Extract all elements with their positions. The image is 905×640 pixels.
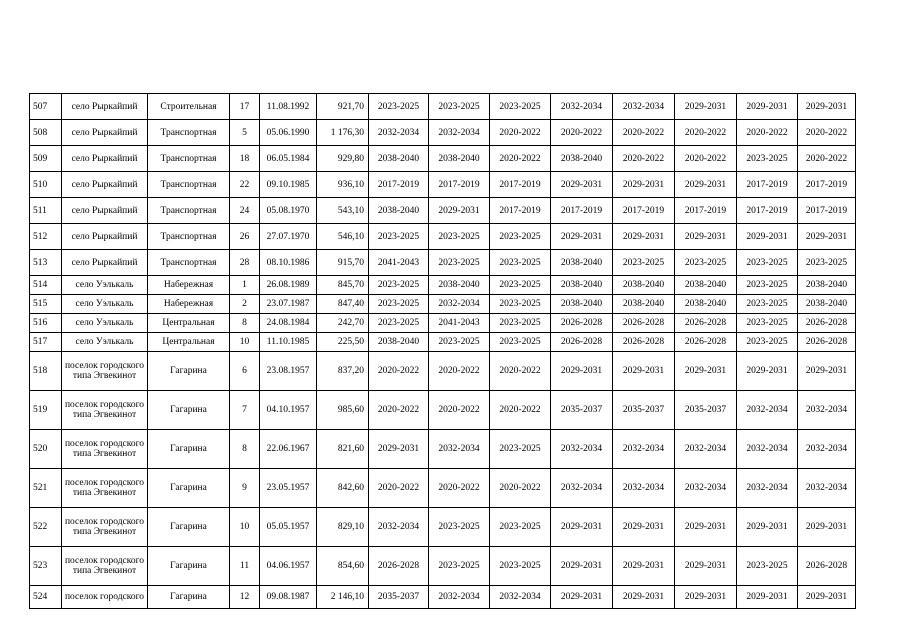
settlement-cell: поселок городского типа Эгвекинот bbox=[62, 430, 148, 469]
table-row bbox=[30, 508, 856, 547]
period-cell: 2032-2034 bbox=[429, 430, 490, 469]
commission-date-cell: 08.10.1986 bbox=[260, 250, 317, 276]
period-cell: 2029-2031 bbox=[675, 94, 737, 120]
area-cell: 921,70 bbox=[317, 94, 369, 120]
area-cell: 1 176,30 bbox=[317, 120, 369, 146]
table-row bbox=[30, 295, 856, 314]
period-cell: 2038-2040 bbox=[675, 295, 737, 314]
period-cell: 2023-2025 bbox=[737, 295, 798, 314]
table-row bbox=[30, 198, 856, 224]
table-row bbox=[30, 172, 856, 198]
area-cell: 985,60 bbox=[317, 391, 369, 430]
table-row bbox=[30, 94, 856, 120]
period-cell: 2026-2028 bbox=[675, 333, 737, 352]
period-cell: 2029-2031 bbox=[613, 586, 675, 609]
row-number: 509 bbox=[30, 146, 62, 172]
period-cell: 2032-2034 bbox=[369, 508, 429, 547]
period-cell: 2029-2031 bbox=[798, 586, 856, 609]
commission-date-cell: 04.06.1957 bbox=[260, 547, 317, 586]
period-cell: 2023-2025 bbox=[369, 276, 429, 295]
period-cell: 2029-2031 bbox=[551, 508, 613, 547]
row-number: 507 bbox=[30, 94, 62, 120]
period-cell: 2023-2025 bbox=[490, 276, 551, 295]
period-cell: 2020-2022 bbox=[490, 391, 551, 430]
period-cell: 2026-2028 bbox=[551, 333, 613, 352]
period-cell: 2032-2034 bbox=[737, 469, 798, 508]
period-cell: 2029-2031 bbox=[737, 508, 798, 547]
street-cell: Гагарина bbox=[148, 352, 230, 391]
period-cell: 2023-2025 bbox=[369, 94, 429, 120]
area-cell: 546,10 bbox=[317, 224, 369, 250]
commission-date-cell: 23.08.1957 bbox=[260, 352, 317, 391]
period-cell: 2029-2031 bbox=[798, 224, 856, 250]
settlement-cell: село Уэлькаль bbox=[62, 295, 148, 314]
street-cell: Строительная bbox=[148, 94, 230, 120]
settlement-cell: село Рыркайпий bbox=[62, 198, 148, 224]
period-cell: 2026-2028 bbox=[798, 333, 856, 352]
area-cell: 829,10 bbox=[317, 508, 369, 547]
period-cell: 2038-2040 bbox=[429, 146, 490, 172]
street-cell: Центральная bbox=[148, 314, 230, 333]
house-number-cell: 17 bbox=[230, 94, 260, 120]
period-cell: 2035-2037 bbox=[551, 391, 613, 430]
commission-date-cell: 04.10.1957 bbox=[260, 391, 317, 430]
period-cell: 2029-2031 bbox=[551, 172, 613, 198]
table-row bbox=[30, 586, 856, 609]
row-number: 513 bbox=[30, 250, 62, 276]
row-number: 510 bbox=[30, 172, 62, 198]
period-cell: 2029-2031 bbox=[551, 547, 613, 586]
period-cell: 2029-2031 bbox=[551, 586, 613, 609]
table-row bbox=[30, 430, 856, 469]
period-cell: 2038-2040 bbox=[551, 276, 613, 295]
period-cell: 2032-2034 bbox=[798, 430, 856, 469]
period-cell: 2032-2034 bbox=[798, 391, 856, 430]
table-row bbox=[30, 250, 856, 276]
commission-date-cell: 05.05.1957 bbox=[260, 508, 317, 547]
period-cell: 2020-2022 bbox=[737, 120, 798, 146]
settlement-cell: село Рыркайпий bbox=[62, 94, 148, 120]
area-cell: 837,20 bbox=[317, 352, 369, 391]
period-cell: 2023-2025 bbox=[737, 314, 798, 333]
period-cell: 2017-2019 bbox=[798, 198, 856, 224]
commission-date-cell: 26.08.1989 bbox=[260, 276, 317, 295]
period-cell: 2023-2025 bbox=[490, 333, 551, 352]
period-cell: 2029-2031 bbox=[551, 224, 613, 250]
street-cell: Транспортная bbox=[148, 250, 230, 276]
period-cell: 2038-2040 bbox=[551, 146, 613, 172]
house-number-cell: 6 bbox=[230, 352, 260, 391]
period-cell: 2026-2028 bbox=[369, 547, 429, 586]
row-number: 522 bbox=[30, 508, 62, 547]
period-cell: 2026-2028 bbox=[613, 333, 675, 352]
table-body bbox=[30, 94, 856, 609]
period-cell: 2020-2022 bbox=[613, 146, 675, 172]
period-cell: 2017-2019 bbox=[798, 172, 856, 198]
period-cell: 2029-2031 bbox=[798, 508, 856, 547]
row-number: 516 bbox=[30, 314, 62, 333]
period-cell: 2029-2031 bbox=[613, 352, 675, 391]
period-cell: 2029-2031 bbox=[369, 430, 429, 469]
period-cell: 2017-2019 bbox=[737, 198, 798, 224]
area-cell: 225,50 bbox=[317, 333, 369, 352]
period-cell: 2029-2031 bbox=[737, 224, 798, 250]
row-number: 515 bbox=[30, 295, 62, 314]
period-cell: 2029-2031 bbox=[737, 94, 798, 120]
period-cell: 2020-2022 bbox=[429, 391, 490, 430]
commission-date-cell: 27.07.1970 bbox=[260, 224, 317, 250]
period-cell: 2017-2019 bbox=[490, 198, 551, 224]
area-cell: 821,60 bbox=[317, 430, 369, 469]
housing-table bbox=[29, 93, 856, 609]
commission-date-cell: 06.05.1984 bbox=[260, 146, 317, 172]
commission-date-cell: 23.07.1987 bbox=[260, 295, 317, 314]
period-cell: 2020-2022 bbox=[675, 146, 737, 172]
settlement-cell: поселок городского типа Эгвекинот bbox=[62, 508, 148, 547]
period-cell: 2026-2028 bbox=[798, 314, 856, 333]
period-cell: 2032-2034 bbox=[429, 586, 490, 609]
period-cell: 2023-2025 bbox=[490, 508, 551, 547]
period-cell: 2038-2040 bbox=[613, 295, 675, 314]
period-cell: 2029-2031 bbox=[675, 224, 737, 250]
period-cell: 2023-2025 bbox=[490, 430, 551, 469]
settlement-cell: село Уэлькаль bbox=[62, 333, 148, 352]
settlement-cell: поселок городского типа Эгвекинот bbox=[62, 391, 148, 430]
street-cell: Набережная bbox=[148, 276, 230, 295]
street-cell: Транспортная bbox=[148, 146, 230, 172]
area-cell: 845,70 bbox=[317, 276, 369, 295]
period-cell: 2023-2025 bbox=[429, 508, 490, 547]
period-cell: 2017-2019 bbox=[613, 198, 675, 224]
settlement-cell: село Рыркайпий bbox=[62, 250, 148, 276]
period-cell: 2023-2025 bbox=[429, 333, 490, 352]
period-cell: 2023-2025 bbox=[737, 276, 798, 295]
period-cell: 2020-2022 bbox=[798, 146, 856, 172]
period-cell: 2020-2022 bbox=[369, 391, 429, 430]
period-cell: 2023-2025 bbox=[490, 314, 551, 333]
period-cell: 2029-2031 bbox=[675, 547, 737, 586]
period-cell: 2029-2031 bbox=[737, 352, 798, 391]
street-cell: Набережная bbox=[148, 295, 230, 314]
period-cell: 2029-2031 bbox=[551, 352, 613, 391]
period-cell: 2023-2025 bbox=[737, 146, 798, 172]
period-cell: 2032-2034 bbox=[490, 586, 551, 609]
house-number-cell: 24 bbox=[230, 198, 260, 224]
period-cell: 2029-2031 bbox=[737, 586, 798, 609]
table-row bbox=[30, 146, 856, 172]
period-cell: 2038-2040 bbox=[798, 295, 856, 314]
table-row bbox=[30, 333, 856, 352]
table-row bbox=[30, 469, 856, 508]
table-row bbox=[30, 120, 856, 146]
period-cell: 2017-2019 bbox=[429, 172, 490, 198]
period-cell: 2038-2040 bbox=[613, 276, 675, 295]
period-cell: 2038-2040 bbox=[675, 276, 737, 295]
commission-date-cell: 09.10.1985 bbox=[260, 172, 317, 198]
settlement-cell: село Рыркайпий bbox=[62, 224, 148, 250]
street-cell: Транспортная bbox=[148, 198, 230, 224]
house-number-cell: 18 bbox=[230, 146, 260, 172]
period-cell: 2020-2022 bbox=[429, 352, 490, 391]
house-number-cell: 26 bbox=[230, 224, 260, 250]
settlement-cell: село Рыркайпий bbox=[62, 172, 148, 198]
commission-date-cell: 24.08.1984 bbox=[260, 314, 317, 333]
row-number: 521 bbox=[30, 469, 62, 508]
period-cell: 2029-2031 bbox=[613, 547, 675, 586]
period-cell: 2032-2034 bbox=[613, 469, 675, 508]
row-number: 524 bbox=[30, 586, 62, 609]
period-cell: 2020-2022 bbox=[490, 146, 551, 172]
period-cell: 2017-2019 bbox=[737, 172, 798, 198]
period-cell: 2023-2025 bbox=[429, 94, 490, 120]
house-number-cell: 8 bbox=[230, 314, 260, 333]
area-cell: 936,10 bbox=[317, 172, 369, 198]
period-cell: 2023-2025 bbox=[675, 250, 737, 276]
area-cell: 842,60 bbox=[317, 469, 369, 508]
row-number: 514 bbox=[30, 276, 62, 295]
area-cell: 854,60 bbox=[317, 547, 369, 586]
street-cell: Гагарина bbox=[148, 586, 230, 609]
period-cell: 2032-2034 bbox=[675, 430, 737, 469]
period-cell: 2038-2040 bbox=[551, 250, 613, 276]
period-cell: 2032-2034 bbox=[613, 94, 675, 120]
area-cell: 2 146,10 bbox=[317, 586, 369, 609]
period-cell: 2017-2019 bbox=[369, 172, 429, 198]
period-cell: 2038-2040 bbox=[551, 295, 613, 314]
row-number: 517 bbox=[30, 333, 62, 352]
period-cell: 2020-2022 bbox=[551, 120, 613, 146]
period-cell: 2032-2034 bbox=[737, 391, 798, 430]
period-cell: 2020-2022 bbox=[369, 352, 429, 391]
period-cell: 2020-2022 bbox=[675, 120, 737, 146]
settlement-cell: поселок городского bbox=[62, 586, 148, 609]
period-cell: 2032-2034 bbox=[613, 430, 675, 469]
period-cell: 2020-2022 bbox=[613, 120, 675, 146]
street-cell: Гагарина bbox=[148, 469, 230, 508]
period-cell: 2038-2040 bbox=[798, 276, 856, 295]
period-cell: 2023-2025 bbox=[429, 250, 490, 276]
period-cell: 2026-2028 bbox=[613, 314, 675, 333]
period-cell: 2017-2019 bbox=[551, 198, 613, 224]
street-cell: Гагарина bbox=[148, 547, 230, 586]
commission-date-cell: 22.06.1967 bbox=[260, 430, 317, 469]
street-cell: Гагарина bbox=[148, 430, 230, 469]
period-cell: 2029-2031 bbox=[798, 352, 856, 391]
period-cell: 2041-2043 bbox=[369, 250, 429, 276]
settlement-cell: поселок городского типа Эгвекинот bbox=[62, 547, 148, 586]
period-cell: 2023-2025 bbox=[490, 224, 551, 250]
period-cell: 2023-2025 bbox=[490, 250, 551, 276]
period-cell: 2023-2025 bbox=[490, 94, 551, 120]
period-cell: 2026-2028 bbox=[798, 547, 856, 586]
period-cell: 2023-2025 bbox=[429, 547, 490, 586]
period-cell: 2029-2031 bbox=[429, 198, 490, 224]
table-row bbox=[30, 391, 856, 430]
period-cell: 2029-2031 bbox=[675, 508, 737, 547]
period-cell: 2017-2019 bbox=[490, 172, 551, 198]
house-number-cell: 7 bbox=[230, 391, 260, 430]
table-row bbox=[30, 276, 856, 295]
period-cell: 2029-2031 bbox=[613, 508, 675, 547]
period-cell: 2029-2031 bbox=[613, 172, 675, 198]
period-cell: 2038-2040 bbox=[369, 198, 429, 224]
settlement-cell: село Уэлькаль bbox=[62, 276, 148, 295]
period-cell: 2023-2025 bbox=[613, 250, 675, 276]
period-cell: 2017-2019 bbox=[675, 198, 737, 224]
area-cell: 847,40 bbox=[317, 295, 369, 314]
settlement-cell: поселок городского типа Эгвекинот bbox=[62, 352, 148, 391]
commission-date-cell: 23.05.1957 bbox=[260, 469, 317, 508]
street-cell: Транспортная bbox=[148, 172, 230, 198]
row-number: 520 bbox=[30, 430, 62, 469]
period-cell: 2032-2034 bbox=[551, 469, 613, 508]
period-cell: 2029-2031 bbox=[675, 586, 737, 609]
period-cell: 2023-2025 bbox=[369, 224, 429, 250]
row-number: 511 bbox=[30, 198, 62, 224]
period-cell: 2023-2025 bbox=[798, 250, 856, 276]
commission-date-cell: 11.10.1985 bbox=[260, 333, 317, 352]
house-number-cell: 9 bbox=[230, 469, 260, 508]
row-number: 508 bbox=[30, 120, 62, 146]
period-cell: 2020-2022 bbox=[490, 469, 551, 508]
house-number-cell: 8 bbox=[230, 430, 260, 469]
period-cell: 2035-2037 bbox=[675, 391, 737, 430]
row-number: 512 bbox=[30, 224, 62, 250]
table-row bbox=[30, 224, 856, 250]
period-cell: 2041-2043 bbox=[429, 314, 490, 333]
period-cell: 2032-2034 bbox=[429, 295, 490, 314]
settlement-cell: село Уэлькаль bbox=[62, 314, 148, 333]
period-cell: 2023-2025 bbox=[737, 250, 798, 276]
period-cell: 2020-2022 bbox=[798, 120, 856, 146]
period-cell: 2023-2025 bbox=[369, 314, 429, 333]
period-cell: 2020-2022 bbox=[490, 120, 551, 146]
period-cell: 2032-2034 bbox=[551, 94, 613, 120]
house-number-cell: 1 bbox=[230, 276, 260, 295]
period-cell: 2035-2037 bbox=[369, 586, 429, 609]
area-cell: 929,80 bbox=[317, 146, 369, 172]
street-cell: Гагарина bbox=[148, 391, 230, 430]
period-cell: 2032-2034 bbox=[675, 469, 737, 508]
area-cell: 543,10 bbox=[317, 198, 369, 224]
period-cell: 2029-2031 bbox=[675, 352, 737, 391]
row-number: 523 bbox=[30, 547, 62, 586]
period-cell: 2020-2022 bbox=[369, 469, 429, 508]
table-row bbox=[30, 314, 856, 333]
table-row bbox=[30, 352, 856, 391]
period-cell: 2023-2025 bbox=[737, 547, 798, 586]
commission-date-cell: 05.08.1970 bbox=[260, 198, 317, 224]
period-cell: 2023-2025 bbox=[369, 295, 429, 314]
house-number-cell: 22 bbox=[230, 172, 260, 198]
period-cell: 2032-2034 bbox=[369, 120, 429, 146]
period-cell: 2026-2028 bbox=[675, 314, 737, 333]
street-cell: Транспортная bbox=[148, 224, 230, 250]
period-cell: 2038-2040 bbox=[429, 276, 490, 295]
period-cell: 2035-2037 bbox=[613, 391, 675, 430]
street-cell: Гагарина bbox=[148, 508, 230, 547]
period-cell: 2020-2022 bbox=[429, 469, 490, 508]
house-number-cell: 12 bbox=[230, 586, 260, 609]
period-cell: 2023-2025 bbox=[490, 547, 551, 586]
area-cell: 242,70 bbox=[317, 314, 369, 333]
row-number: 518 bbox=[30, 352, 62, 391]
period-cell: 2029-2031 bbox=[798, 94, 856, 120]
period-cell: 2038-2040 bbox=[369, 333, 429, 352]
house-number-cell: 2 bbox=[230, 295, 260, 314]
commission-date-cell: 05.06.1990 bbox=[260, 120, 317, 146]
house-number-cell: 28 bbox=[230, 250, 260, 276]
settlement-cell: село Рыркайпий bbox=[62, 120, 148, 146]
period-cell: 2032-2034 bbox=[551, 430, 613, 469]
house-number-cell: 10 bbox=[230, 333, 260, 352]
period-cell: 2032-2034 bbox=[798, 469, 856, 508]
period-cell: 2029-2031 bbox=[613, 224, 675, 250]
commission-date-cell: 09.08.1987 bbox=[260, 586, 317, 609]
house-number-cell: 11 bbox=[230, 547, 260, 586]
house-number-cell: 10 bbox=[230, 508, 260, 547]
period-cell: 2020-2022 bbox=[490, 352, 551, 391]
settlement-cell: село Рыркайпий bbox=[62, 146, 148, 172]
period-cell: 2026-2028 bbox=[551, 314, 613, 333]
commission-date-cell: 11.08.1992 bbox=[260, 94, 317, 120]
period-cell: 2023-2025 bbox=[429, 224, 490, 250]
period-cell: 2029-2031 bbox=[675, 172, 737, 198]
table-row bbox=[30, 547, 856, 586]
period-cell: 2038-2040 bbox=[369, 146, 429, 172]
house-number-cell: 5 bbox=[230, 120, 260, 146]
street-cell: Центральная bbox=[148, 333, 230, 352]
area-cell: 915,70 bbox=[317, 250, 369, 276]
period-cell: 2032-2034 bbox=[429, 120, 490, 146]
period-cell: 2023-2025 bbox=[737, 333, 798, 352]
settlement-cell: поселок городского типа Эгвекинот bbox=[62, 469, 148, 508]
period-cell: 2032-2034 bbox=[737, 430, 798, 469]
street-cell: Транспортная bbox=[148, 120, 230, 146]
row-number: 519 bbox=[30, 391, 62, 430]
period-cell: 2023-2025 bbox=[490, 295, 551, 314]
